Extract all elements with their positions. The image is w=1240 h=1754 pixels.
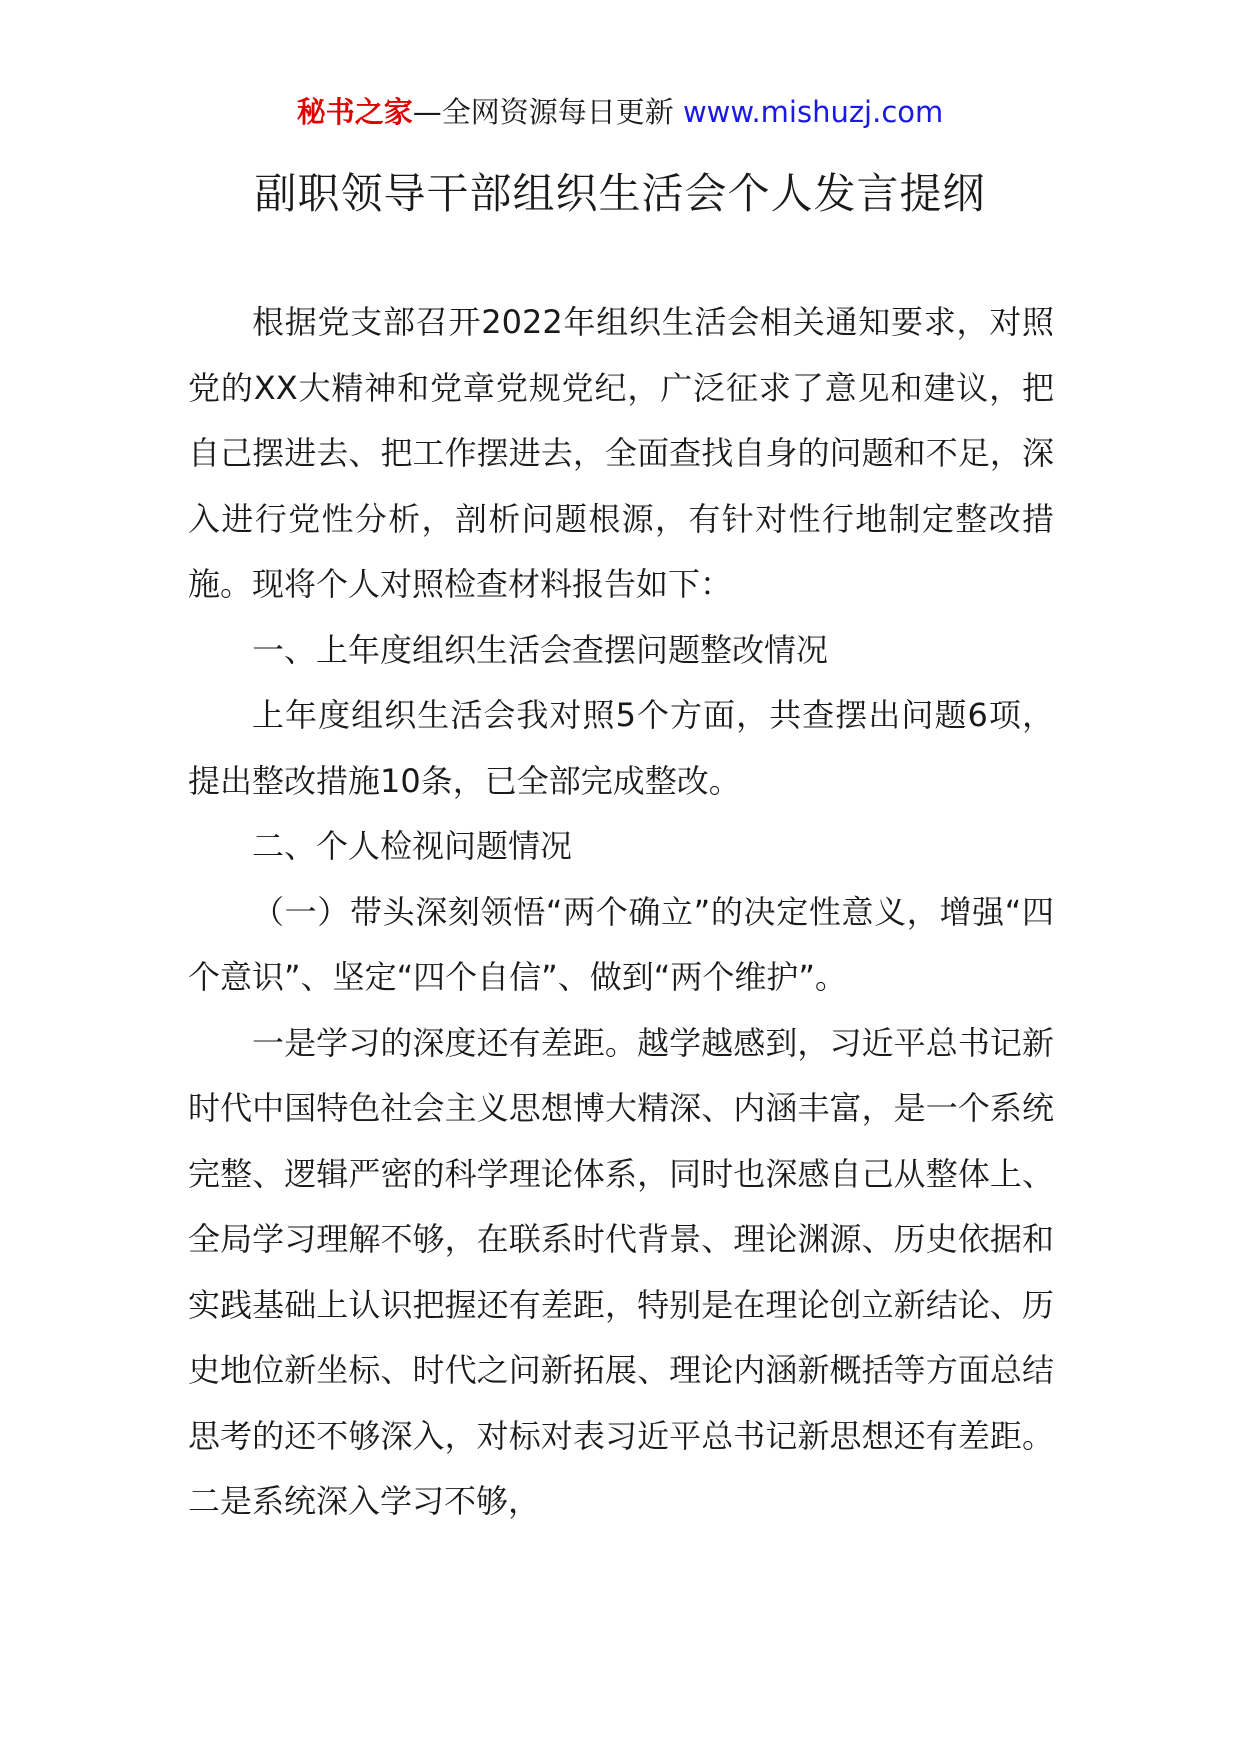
paragraph-section-1: 上年度组织生活会我对照5个方面，共查摆出问题6项，提出整改措施10条，已全部完成整改。: [188, 696, 1054, 800]
site-url-link[interactable]: www.mishuzj.com: [682, 95, 944, 129]
site-header: [0, 92, 1240, 132]
site-brand: 秘书之家: [296, 95, 413, 129]
paragraph-intro: 根据党支部召开2022年组织生活会相关通知要求，对照党的XX大精神和党章党规党纪，广泛征求了意见和建议，把自己摆进去、把工作摆进去，全面查找自身的问题和不足，深入进行党性分析，剖析问题根源，有针对性行地制定整改措施。现将个人对照检查材料报告如下：: [188, 303, 1054, 603]
section-heading-2: 二、个人检视问题情况: [252, 827, 573, 865]
site-tagline: —全网资源每日更新: [412, 95, 683, 129]
paragraph-subsection-1: 一是学习的深度还有差距。越学越感到，习近平总书记新时代中国特色社会主义思想博大精深、内涵丰富，是一个系统完整、逻辑严密的科学理论体系，同时也深感自己从整体上、全局学习理解不够，在联系时代背景、理论渊源、历史依据和实践基础上认识把握还有差距，特别是在理论创立新结论、历史地位新坐标、时代之问新拓展、理论内涵新概括等方面总结思考的还不够深入，对标对表习近平总书记新思想还有差距。二是系统深入学习不够，: [188, 1023, 1054, 1520]
document-title: 副职领导干部组织生活会个人发言提纲: [254, 169, 986, 218]
subsection-heading-1: （一）带头深刻领悟“两个确立”的决定性意义，增强“四个意识”、坚定“四个自信”、做到“两个维护”。: [188, 892, 1054, 996]
document-body: [188, 290, 1054, 1535]
section-heading-1: 一、上年度组织生活会查摆问题整改情况: [252, 630, 829, 669]
